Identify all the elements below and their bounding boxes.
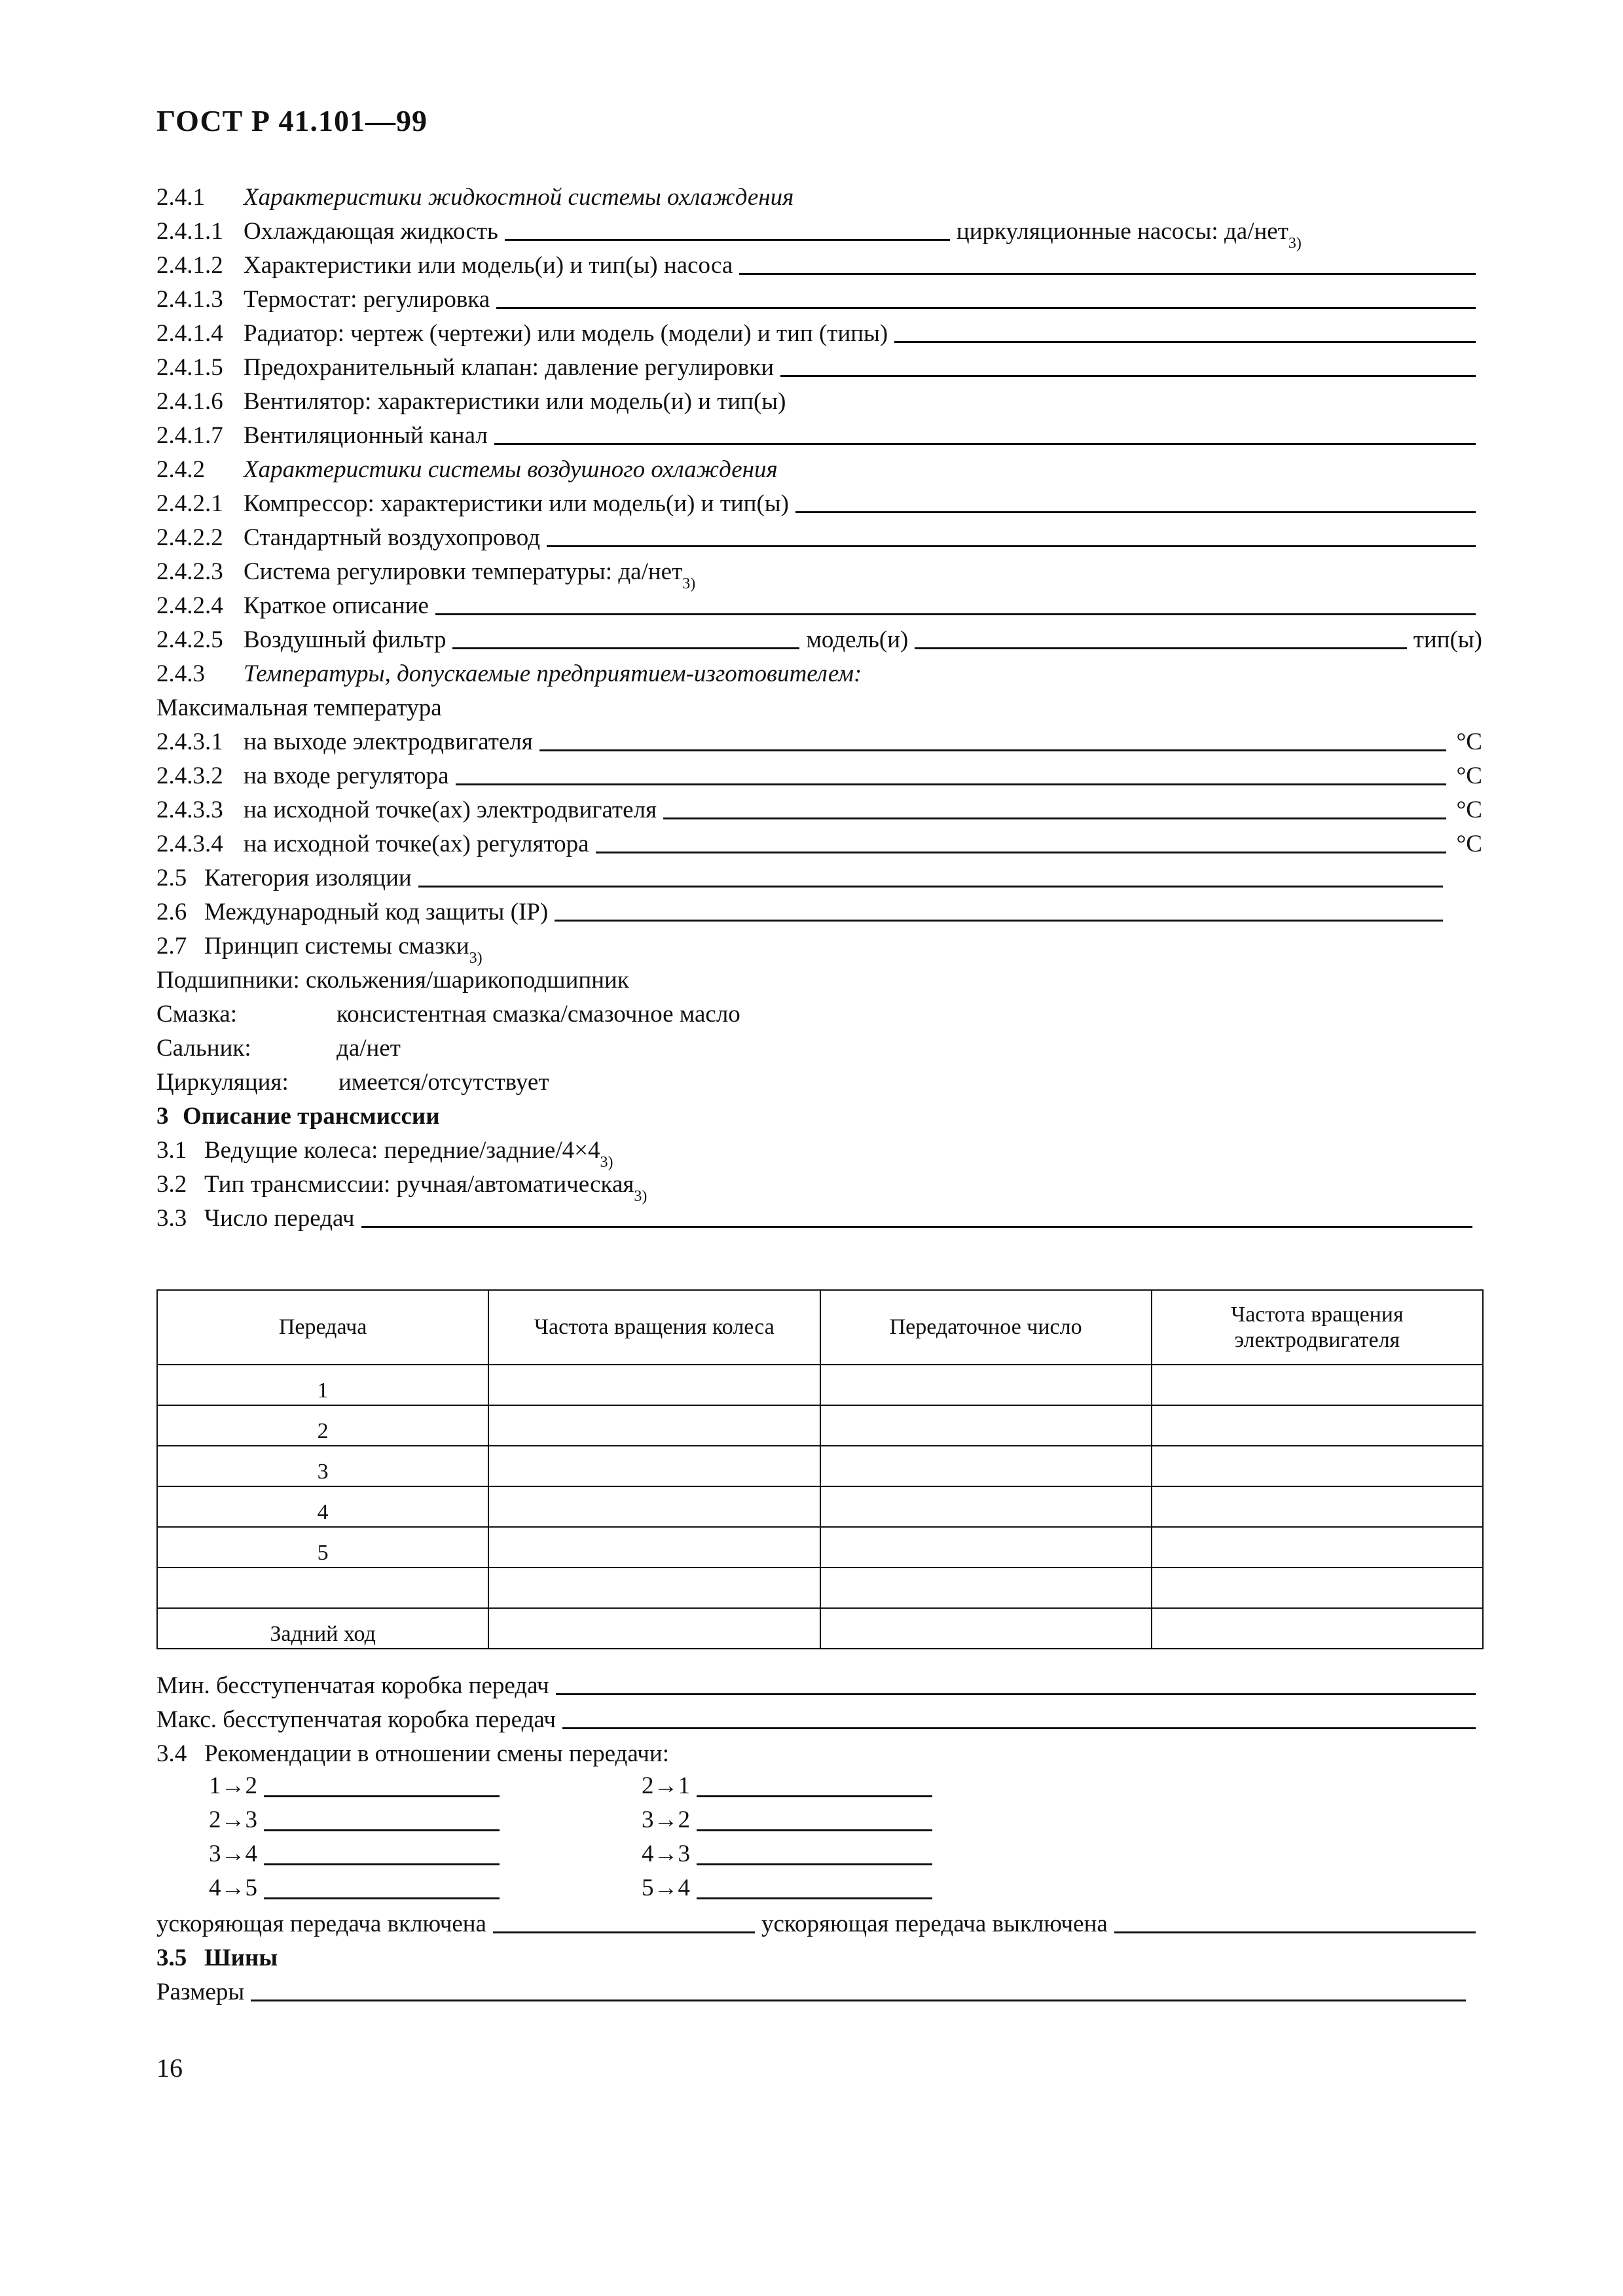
item-text: Термостат: регулировка <box>244 286 490 313</box>
shift-field[interactable] <box>264 1829 500 1831</box>
item-text: Характеристики или модель(и) и тип(ы) насоса <box>244 252 733 279</box>
item-number: 2.4.3.2 <box>156 762 223 789</box>
table-row <box>157 1405 1483 1446</box>
line-2-7: 2.7 Принцип системы смазки 3) <box>156 933 483 967</box>
item-number: 2.4.1.3 <box>156 286 223 313</box>
item-text: Воздушный фильтр <box>244 626 447 653</box>
item-text: Принцип системы смазки <box>204 933 469 960</box>
line-3-3 <box>156 1196 1479 1230</box>
line-2-4-3-2 <box>156 754 1482 788</box>
item-text: имеется/отсутствует <box>338 1069 549 1096</box>
item-number: 2.4.1.4 <box>156 320 223 347</box>
regulator-inlet-temp-field[interactable] <box>456 783 1446 785</box>
motor-speed-cell[interactable] <box>1152 1608 1483 1649</box>
shift-field[interactable] <box>264 1897 500 1899</box>
line-2-6 <box>156 890 1450 924</box>
item-text: на исходной точке(ах) электродвигателя <box>244 797 657 823</box>
line-3-5 <box>156 1936 1482 1970</box>
gear-cell: 4 <box>157 1486 488 1527</box>
description-field[interactable] <box>435 613 1476 615</box>
ratio-cell[interactable] <box>820 1365 1152 1405</box>
coolant-field[interactable] <box>505 238 950 241</box>
table-row <box>157 1365 1483 1405</box>
item-number: 2.4.1.2 <box>156 252 223 279</box>
item-text: Вентилятор: характеристики или модель(и) и тип(ы) <box>244 388 786 415</box>
item-text: Подшипники: скольжения/шарикоподшипник <box>156 967 629 994</box>
line-2-4-1-4 <box>156 312 1482 346</box>
shift-label: 3→2 <box>642 1806 690 1833</box>
item-text: Число передач <box>204 1205 355 1232</box>
item-text: Максимальная температура <box>156 694 442 721</box>
tire-size-field[interactable] <box>251 1999 1466 2001</box>
item-number: 2.4.2 <box>156 456 205 483</box>
motor-speed-cell[interactable] <box>1152 1365 1483 1405</box>
tire-size-line <box>156 1970 1472 2004</box>
item-text: Компрессор: характеристики или модель(и) и тип(ы) <box>244 490 789 517</box>
wheel-speed-cell[interactable] <box>488 1405 820 1446</box>
section-2-4-1-heading <box>156 175 1482 209</box>
item-number: 2.4.1.5 <box>156 354 223 381</box>
shift-down-1 <box>642 1766 939 1800</box>
item-number: 2.4.2.5 <box>156 626 223 653</box>
section-3-heading <box>156 1094 1482 1128</box>
wheel-speed-cell[interactable] <box>488 1527 820 1568</box>
motor-speed-cell[interactable] <box>1152 1446 1483 1486</box>
line-3-1: 3.1 Ведущие колеса: передние/задние/4×4 3) <box>156 1137 613 1171</box>
line-2-4-1-2 <box>156 243 1482 278</box>
circulation-line <box>156 1060 1482 1094</box>
ratio-cell[interactable] <box>820 1568 1152 1608</box>
item-number: 2.7 <box>156 933 187 960</box>
item-text: на входе регулятора <box>244 762 449 789</box>
shift-down-4 <box>642 1868 939 1902</box>
ratio-cell[interactable] <box>820 1486 1152 1527</box>
shift-up-2 <box>209 1800 506 1834</box>
line-2-4-2-2 <box>156 516 1482 550</box>
bearings-line <box>156 958 1482 992</box>
unit-label: °С <box>1456 831 1482 857</box>
item-text: Температуры, допускаемые предприятием-изготовителем: <box>244 660 862 687</box>
item-text: Радиатор: чертеж (чертежи) или модель (модели) и тип (типы) <box>244 320 888 347</box>
gear-table <box>156 1289 1484 1649</box>
wheel-speed-cell[interactable] <box>488 1486 820 1527</box>
motor-speed-cell[interactable] <box>1152 1405 1483 1446</box>
item-text: тип(ы) <box>1413 626 1482 653</box>
item-number: 2.5 <box>156 865 187 891</box>
motor-speed-cell[interactable] <box>1152 1527 1483 1568</box>
gear-cell: Задний ход <box>157 1608 488 1649</box>
item-number: 3.4 <box>156 1740 187 1767</box>
item-text: Категория изоляции <box>204 865 412 891</box>
motor-reference-temp-field[interactable] <box>663 817 1446 819</box>
line-3-4 <box>156 1732 1482 1766</box>
item-text: Краткое описание <box>244 592 429 619</box>
item-number: 3.3 <box>156 1205 187 1232</box>
column-header: Передаточное число <box>820 1290 1152 1365</box>
shift-up-1 <box>209 1766 506 1800</box>
gear-cell: 2 <box>157 1405 488 1446</box>
item-number: 3.5 <box>156 1945 187 1971</box>
overdrive-off-field[interactable] <box>1114 1931 1476 1933</box>
item-number: 2.4.3.4 <box>156 831 223 857</box>
item-text: Рекомендации в отношении смены передачи: <box>204 1740 669 1767</box>
gear-count-field[interactable] <box>361 1225 1472 1228</box>
item-text: Характеристики системы воздушного охлаждения <box>244 456 778 483</box>
filter-model-field[interactable] <box>915 647 1406 649</box>
item-text: циркуляционные насосы: да/нет <box>956 218 1288 245</box>
column-header: Передача <box>157 1290 488 1365</box>
shift-field[interactable] <box>264 1795 500 1797</box>
item-text: ускоряющая передача выключена <box>761 1910 1108 1937</box>
item-number: 3 <box>156 1103 169 1130</box>
column-header: Частота вращения колеса <box>488 1290 820 1365</box>
table-row <box>157 1486 1483 1527</box>
item-text: да/нет <box>337 1035 401 1062</box>
air-duct-field[interactable] <box>547 545 1476 547</box>
shift-up-3 <box>209 1834 506 1868</box>
column-header: Частота вращения электродвигателя <box>1152 1290 1483 1365</box>
shift-label: 5→4 <box>642 1874 690 1901</box>
item-text: на исходной точке(ах) регулятора <box>244 831 589 857</box>
item-number: 3.2 <box>156 1171 187 1198</box>
item-number: 2.4.3 <box>156 660 205 687</box>
cvt-max-field[interactable] <box>562 1727 1476 1729</box>
item-text: Тип трансмиссии: ручная/автоматическая <box>204 1171 634 1198</box>
overdrive-on-field[interactable] <box>493 1931 755 1933</box>
gear-cell: 3 <box>157 1446 488 1486</box>
item-number: 2.4.2.3 <box>156 558 223 585</box>
ratio-cell[interactable] <box>820 1446 1152 1486</box>
cvt-min-field[interactable] <box>556 1693 1476 1695</box>
gear-cell: 1 <box>157 1365 488 1405</box>
thermostat-field[interactable] <box>496 306 1476 309</box>
unit-label: °С <box>1456 797 1482 823</box>
unit-label: °С <box>1456 728 1482 755</box>
line-2-4-1-1: 2.4.1.1 Охлаждающая жидкость циркуляционные насосы: да/нет 3) <box>156 218 1302 252</box>
air-filter-field[interactable] <box>452 647 799 649</box>
item-text: модель(и) <box>806 626 909 653</box>
motor-outlet-temp-field[interactable] <box>539 749 1446 751</box>
shift-label: 1→2 <box>209 1772 257 1799</box>
line-2-4-2-5 <box>156 618 1482 652</box>
insulation-field[interactable] <box>418 885 1443 888</box>
item-text: Система регулировки температуры: да/нет <box>244 558 683 585</box>
line-2-4-3-4 <box>156 822 1482 856</box>
max-temp-label <box>156 686 1482 720</box>
duct-field[interactable] <box>494 442 1476 445</box>
overdrive-line <box>156 1902 1482 1936</box>
item-number: 2.4.3.3 <box>156 797 223 823</box>
ratio-cell[interactable] <box>820 1608 1152 1649</box>
valve-field[interactable] <box>780 374 1476 377</box>
item-number: 2.4.2.1 <box>156 490 223 517</box>
item-label: Смазка: <box>156 1001 237 1028</box>
section-2-4-3-heading <box>156 652 1482 686</box>
line-2-4-1-3 <box>156 278 1482 312</box>
table-row <box>157 1568 1483 1608</box>
section-2-4-2-heading <box>156 448 1482 482</box>
item-text: Вентиляционный канал <box>244 422 488 449</box>
shift-field[interactable] <box>697 1829 932 1831</box>
item-text: на выходе электродвигателя <box>244 728 533 755</box>
line-2-4-2-3: 2.4.2.3 Система регулировки температуры: да/нет 3) <box>156 558 696 592</box>
shift-label: 4→3 <box>642 1840 690 1867</box>
ratio-cell[interactable] <box>820 1527 1152 1568</box>
item-text: Ведущие колеса: передние/задние/4×4 <box>204 1137 600 1164</box>
item-text: Шины <box>204 1945 278 1971</box>
line-2-4-3-3 <box>156 788 1482 822</box>
item-text: Предохранительный клапан: давление регулировки <box>244 354 775 381</box>
compressor-field[interactable] <box>795 511 1476 513</box>
seal-line <box>156 1026 1482 1060</box>
shift-field[interactable] <box>697 1897 932 1899</box>
shift-up-4 <box>209 1868 506 1902</box>
radiator-field[interactable] <box>894 340 1476 343</box>
line-2-5 <box>156 856 1450 890</box>
table-row <box>157 1527 1483 1568</box>
shift-field[interactable] <box>697 1795 932 1797</box>
line-2-4-1-5 <box>156 346 1482 380</box>
item-text: Мин. бесступенчатая коробка передач <box>156 1672 549 1699</box>
wheel-speed-cell[interactable] <box>488 1446 820 1486</box>
wheel-speed-cell[interactable] <box>488 1365 820 1405</box>
item-text: ускоряющая передача включена <box>156 1910 486 1937</box>
item-number: 2.4.2.2 <box>156 524 223 551</box>
line-2-4-1-7 <box>156 414 1482 448</box>
wheel-speed-cell[interactable] <box>488 1608 820 1649</box>
page-title: ГОСТ Р 41.101—99 <box>156 104 428 137</box>
table-row <box>157 1608 1483 1649</box>
item-label: Циркуляция: <box>156 1069 289 1096</box>
shift-label: 2→1 <box>642 1772 690 1799</box>
cvt-max-line <box>156 1698 1482 1732</box>
item-number: 2.4.1.6 <box>156 388 223 415</box>
line-2-4-2-1 <box>156 482 1482 516</box>
item-number: 3.1 <box>156 1137 187 1164</box>
gear-cell: 5 <box>157 1527 488 1568</box>
unit-label: °С <box>1456 762 1482 789</box>
ip-code-field[interactable] <box>555 919 1443 922</box>
line-2-4-2-4 <box>156 584 1482 618</box>
item-text: Характеристики жидкостной системы охлаждения <box>244 184 794 211</box>
wheel-speed-cell[interactable] <box>488 1568 820 1608</box>
gear-cell <box>157 1568 488 1608</box>
pump-field[interactable] <box>739 272 1476 275</box>
shift-field[interactable] <box>264 1863 500 1865</box>
item-number: 2.4.1.1 <box>156 218 223 245</box>
shift-field[interactable] <box>697 1863 932 1865</box>
item-number: 2.6 <box>156 899 187 925</box>
shift-label: 3→4 <box>209 1840 257 1867</box>
table-header-row <box>157 1290 1483 1365</box>
item-text: Макс. бесступенчатая коробка передач <box>156 1706 556 1733</box>
table-row <box>157 1446 1483 1486</box>
item-number: 2.4.3.1 <box>156 728 223 755</box>
line-2-4-1-6 <box>156 380 1482 414</box>
item-number: 2.4.1.7 <box>156 422 223 449</box>
ratio-cell[interactable] <box>820 1405 1152 1446</box>
shift-down-2 <box>642 1800 939 1834</box>
motor-speed-cell[interactable] <box>1152 1486 1483 1527</box>
item-text: Размеры <box>156 1979 245 2005</box>
motor-speed-cell[interactable] <box>1152 1568 1483 1608</box>
page-number: 16 <box>156 2053 183 2083</box>
item-text: Международный код защиты (IP) <box>204 899 549 925</box>
regulator-reference-temp-field[interactable] <box>596 851 1446 853</box>
line-3-2: 3.2 Тип трансмиссии: ручная/автоматическая 3) <box>156 1171 647 1205</box>
item-text: Стандартный воздухопровод <box>244 524 541 551</box>
item-text: Охлаждающая жидкость <box>244 218 498 245</box>
lubrication-line <box>156 992 1482 1026</box>
item-label: Сальник: <box>156 1035 251 1062</box>
item-number: 2.4.2.4 <box>156 592 223 619</box>
shift-label: 4→5 <box>209 1874 257 1901</box>
item-text: консистентная смазка/смазочное масло <box>337 1001 740 1028</box>
shift-label: 2→3 <box>209 1806 257 1833</box>
item-number: 2.4.1 <box>156 184 205 211</box>
cvt-min-line <box>156 1664 1482 1698</box>
item-text: Описание трансмиссии <box>183 1103 440 1130</box>
shift-down-3 <box>642 1834 939 1868</box>
line-2-4-3-1 <box>156 720 1482 754</box>
